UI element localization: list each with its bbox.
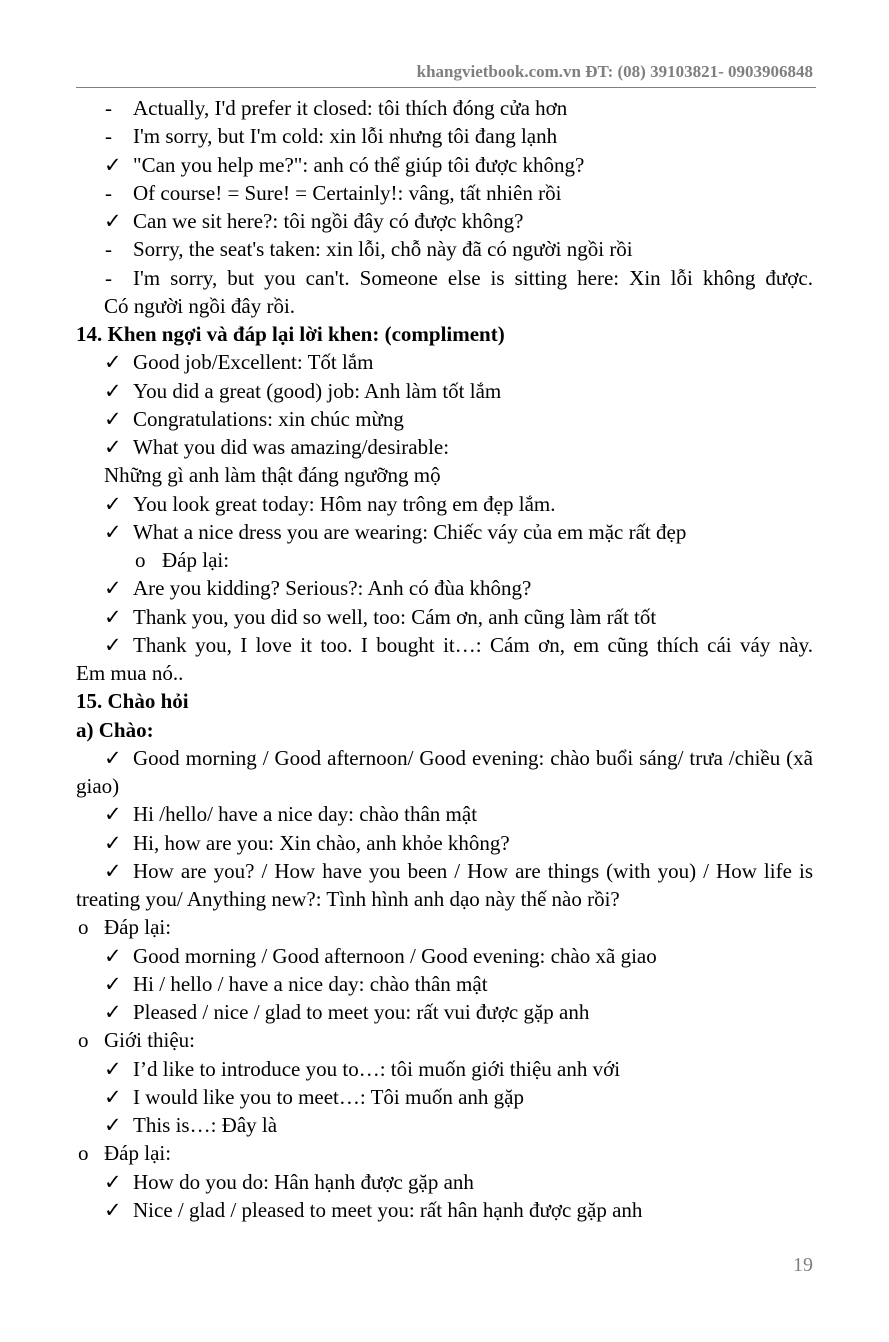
- list-item: [0, 1168, 889, 1196]
- checkmark-icon: ✓: [104, 604, 122, 629]
- checkmark-icon: ✓: [104, 830, 122, 855]
- checkmark-icon: ✓: [104, 1084, 122, 1109]
- checkmark-icon: ✓: [104, 1056, 122, 1081]
- line-text: This is…: Đây là: [133, 1113, 278, 1137]
- line-text: a) Chào:: [76, 717, 154, 742]
- list-item: [0, 207, 889, 235]
- line-text: I’d like to introduce you to…: tôi muốn giới thiệu anh với: [133, 1056, 621, 1081]
- checkmark-icon: ✓: [104, 491, 122, 516]
- list-item: [0, 998, 889, 1026]
- list-item: [0, 1026, 889, 1054]
- list-item: [0, 377, 889, 405]
- list-item: [0, 348, 889, 376]
- line-text: Thank you, you did so well, too: Cám ơn, anh cũng làm rất tốt: [133, 604, 657, 629]
- line-text: How are you? / How have you been / How are things (with you) / How life is: [133, 858, 813, 883]
- line-text: Đáp lại:: [162, 548, 230, 572]
- line-text: Good job/Excellent: Tốt lắm: [133, 350, 374, 375]
- line-text: Đáp lại:: [104, 915, 172, 940]
- line-text: Can we sit here?: tôi ngồi đây có được không?: [133, 209, 524, 233]
- section-heading: [0, 716, 889, 744]
- line-text: What you did was amazing/desirable:: [133, 435, 450, 459]
- header-divider: [76, 87, 816, 88]
- checkmark-icon: ✓: [104, 745, 122, 770]
- line-text: Hi, how are you: Xin chào, anh khỏe không?: [133, 830, 510, 855]
- dash-bullet-icon: -: [105, 124, 112, 149]
- line-text: "Can you help me?": anh có thể giúp tôi được không?: [133, 152, 585, 177]
- list-item: [0, 1083, 889, 1111]
- list-item: [0, 518, 889, 546]
- checkmark-icon: ✓: [104, 802, 122, 827]
- page-number: 19: [793, 1254, 813, 1276]
- line-text: Are you kidding? Serious?: Anh có đùa không?: [133, 576, 532, 601]
- checkmark-icon: ✓: [104, 519, 122, 544]
- list-item: [0, 857, 889, 885]
- line-text: You did a great (good) job: Anh làm tốt lắm: [133, 378, 502, 403]
- checkmark-icon: ✓: [104, 378, 122, 403]
- list-item: [0, 94, 889, 122]
- checkmark-icon: ✓: [104, 971, 122, 996]
- line-text: I'm sorry, but you can't. Someone else is sitting here: Xin lỗi không được.: [133, 265, 813, 290]
- line-text: Sorry, the seat's taken: xin lỗi, chỗ này đã có người ngồi rồi: [133, 237, 633, 262]
- line-text: Giới thiệu:: [104, 1028, 196, 1053]
- document-body: [0, 94, 889, 1224]
- list-item: [0, 1139, 889, 1167]
- list-item: [0, 942, 889, 970]
- list-item: [0, 292, 889, 320]
- line-text: You look great today: Hôm nay trông em đẹp lắm.: [133, 491, 556, 516]
- list-item: [0, 546, 889, 574]
- checkmark-icon: ✓: [104, 209, 122, 233]
- line-text: Hi / hello / have a nice day: chào thân mật: [133, 971, 488, 996]
- line-text: Good morning / Good afternoon/ Good evening: chào buổi sáng/ trưa /chiều (xã: [133, 745, 813, 770]
- line-text: 14. Khen ngợi và đáp lại lời khen: (compliment): [76, 322, 505, 346]
- line-text: Có người ngồi đây rồi.: [104, 293, 296, 318]
- list-item: [0, 829, 889, 857]
- line-text: I would like you to meet…: Tôi muốn anh gặp: [133, 1084, 524, 1109]
- list-item: [0, 235, 889, 263]
- header-site: khangvietbook.com.vn: [416, 62, 581, 81]
- list-item: [0, 151, 889, 179]
- dash-bullet-icon: -: [105, 265, 112, 290]
- checkmark-icon: ✓: [104, 152, 122, 177]
- checkmark-icon: ✓: [104, 1169, 122, 1194]
- line-text: Đáp lại:: [104, 1141, 172, 1166]
- line-text: I'm sorry, but I'm cold: xin lỗi nhưng tôi đang lạnh: [133, 124, 558, 149]
- list-item: [0, 490, 889, 518]
- checkmark-icon: ✓: [104, 943, 122, 968]
- line-text: Những gì anh làm thật đáng ngưỡng mộ: [104, 463, 441, 488]
- circle-bullet-icon: o: [78, 1028, 89, 1053]
- line-text: Of course! = Sure! = Certainly!: vâng, tất nhiên rồi: [133, 180, 562, 205]
- line-text: Pleased / nice / glad to meet you: rất vui được gặp anh: [133, 1000, 590, 1024]
- line-text: Congratulations: xin chúc mừng: [133, 406, 404, 431]
- circle-bullet-icon: o: [78, 915, 89, 940]
- checkmark-icon: ✓: [104, 435, 122, 459]
- circle-bullet-icon: o: [135, 548, 146, 572]
- checkmark-icon: ✓: [104, 632, 122, 657]
- list-item: [0, 405, 889, 433]
- list-item: [0, 800, 889, 828]
- list-item: [0, 772, 889, 800]
- list-item: [0, 1196, 889, 1224]
- list-item: [0, 264, 889, 292]
- line-text: Thank you, I love it too. I bought it…: Cám ơn, em cũng thích cái váy này.: [133, 632, 813, 657]
- dash-bullet-icon: -: [105, 96, 112, 120]
- section-heading: [0, 320, 889, 348]
- list-item: [0, 179, 889, 207]
- list-item: [0, 433, 889, 461]
- list-item: [0, 1111, 889, 1139]
- line-text: How do you do: Hân hạnh được gặp anh: [133, 1169, 474, 1194]
- list-item: [0, 574, 889, 602]
- checkmark-icon: ✓: [104, 576, 122, 601]
- line-text: 15. Chào hỏi: [76, 689, 189, 714]
- line-text: treating you/ Anything new?: Tình hình anh dạo này thế nào rồi?: [76, 887, 620, 911]
- line-text: What a nice dress you are wearing: Chiếc váy của em mặc rất đẹp: [133, 519, 687, 544]
- checkmark-icon: ✓: [104, 858, 122, 883]
- line-text: Em mua nó..: [76, 661, 184, 685]
- line-text: Actually, I'd prefer it closed: tôi thích đóng cửa hơn: [133, 96, 568, 120]
- line-text: Nice / glad / pleased to meet you: rất hân hạnh được gặp anh: [133, 1197, 643, 1222]
- page-header: [0, 62, 813, 82]
- checkmark-icon: ✓: [104, 406, 122, 431]
- list-item: [0, 970, 889, 998]
- dash-bullet-icon: -: [105, 180, 112, 205]
- header-phone: ĐT: (08) 39103821- 0903906848: [585, 62, 813, 81]
- list-item: [0, 913, 889, 941]
- checkmark-icon: ✓: [104, 1197, 122, 1222]
- list-item: [0, 1055, 889, 1083]
- line-text: giao): [76, 774, 120, 798]
- dash-bullet-icon: -: [105, 237, 112, 262]
- list-item: [0, 631, 889, 659]
- list-item: [0, 885, 889, 913]
- line-text: Good morning / Good afternoon / Good evening: chào xã giao: [133, 943, 657, 968]
- section-heading: [0, 687, 889, 715]
- checkmark-icon: ✓: [104, 350, 122, 375]
- list-item: [0, 461, 889, 489]
- checkmark-icon: ✓: [104, 1113, 122, 1137]
- line-text: Hi /hello/ have a nice day: chào thân mật: [133, 802, 478, 827]
- circle-bullet-icon: o: [78, 1141, 89, 1166]
- list-item: [0, 603, 889, 631]
- list-item: [0, 659, 889, 687]
- list-item: [0, 744, 889, 772]
- list-item: [0, 122, 889, 150]
- checkmark-icon: ✓: [104, 1000, 122, 1024]
